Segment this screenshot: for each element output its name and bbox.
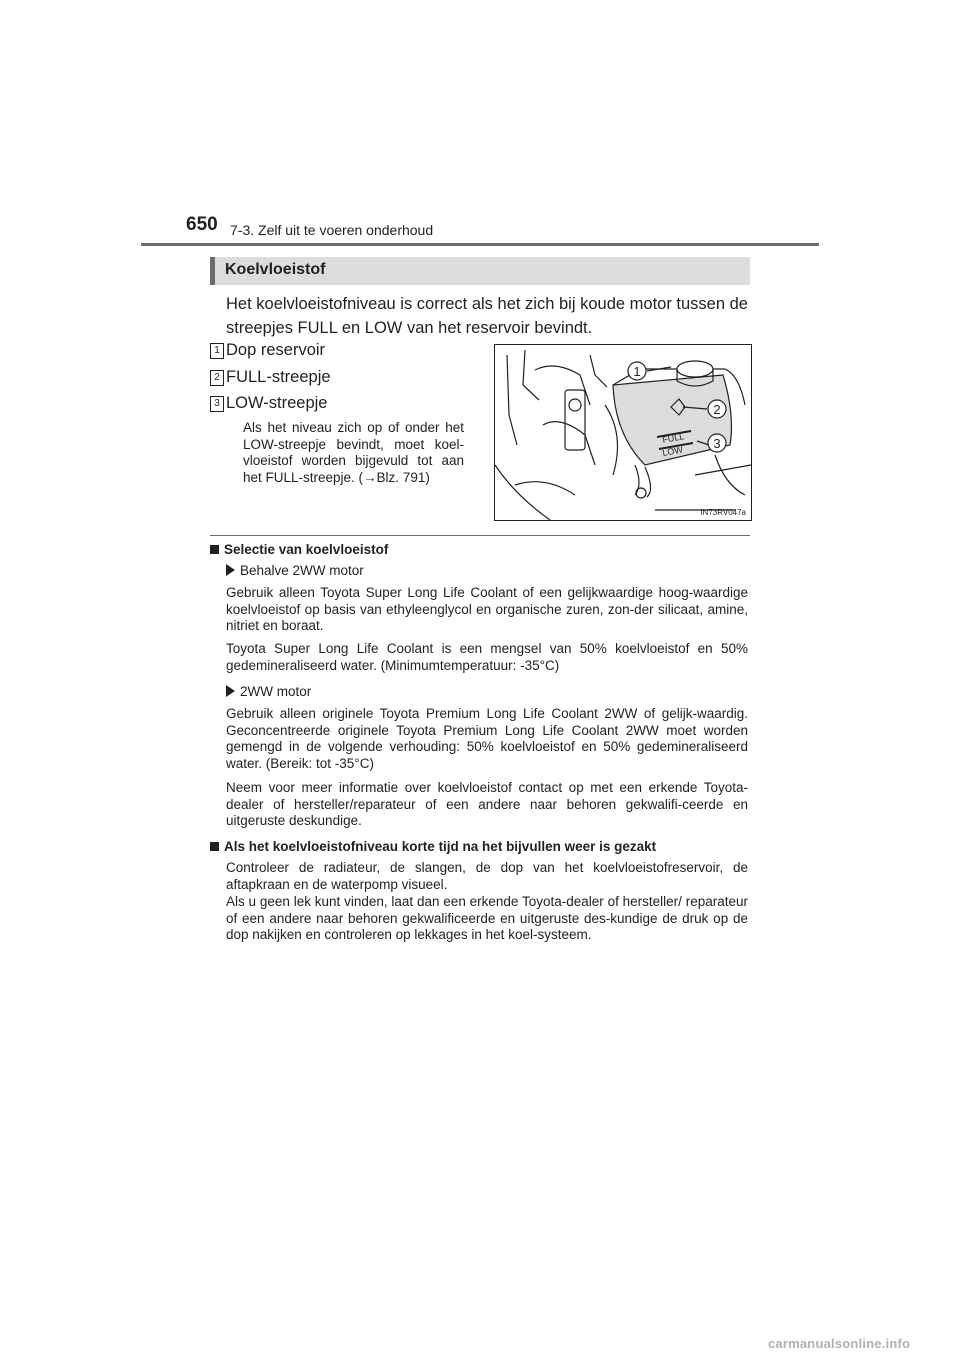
illustration-marker-3: 3 <box>713 436 721 451</box>
square-bullet-icon <box>210 842 219 851</box>
triangle-bullet-icon <box>226 564 235 576</box>
site-watermark: carmanualsonline.info <box>768 1336 911 1351</box>
low-label: LOW <box>661 444 684 458</box>
illustration-code: IN73RV047a <box>700 508 746 517</box>
selection-heading-text: Selectie van koelvloeistof <box>224 542 389 557</box>
selection-paragraph-2: Toyota Super Long Life Coolant is een mengsel van 50% koelvloeistof en 50% gedemineraliseerd water. (Minimumtemperatuur: -35°C) <box>226 641 748 673</box>
section-bar-tab <box>210 257 215 285</box>
illustration-marker-1: 1 <box>633 364 641 379</box>
callout-number: 1 <box>210 343 224 359</box>
triangle-bullet-icon <box>226 685 235 697</box>
selection-paragraph-4: Neem voor meer informatie over koelvloeistof contact op met een erkende Toyota-dealer of hersteller/reparateur of een andere naar behoren gekwalifi-ceerde en uitgeruste deskundige. <box>226 780 748 829</box>
drop-paragraph-1: Controleer de radiateur, de slangen, de dop van het koelvloeistofreservoir, de aftapkraan en de waterpomp visueel. <box>226 860 748 892</box>
drop-heading-text: Als het koelvloeistofniveau korte tijd na het bijvullen weer is gezakt <box>224 839 657 854</box>
bullet-behalve-2ww <box>226 563 364 578</box>
page-number: 650 <box>186 214 218 235</box>
bullet-text: Behalve 2WW motor <box>240 563 364 578</box>
callout-note: Als het niveau zich op of onder het LOW-streepje bevindt, moet koel-vloeistof worden bijgevuld tot aan het FULL-streepje. (→Blz. 791) <box>243 420 464 485</box>
drop-heading <box>210 839 656 854</box>
callout-number: 2 <box>210 370 224 386</box>
bullet-text: 2WW motor <box>240 684 312 699</box>
drop-paragraph-2: Als u geen lek kunt vinden, laat dan een erkende Toyota-dealer of hersteller/ reparateur of een andere naar behoren gekwalificeerde en uitgeruste des-kundige de druk op de dop nakijken en controleren op lekkages in het koel-systeem. <box>226 894 748 943</box>
intro-paragraph: Het koelvloeistofniveau is correct als het zich bij koude motor tussen de streepjes FULL en LOW van het reservoir bevindt. <box>226 295 748 337</box>
section-rule <box>210 535 750 536</box>
square-bullet-icon <box>210 545 219 554</box>
callout-number: 3 <box>210 396 224 412</box>
engine-bay-drawing <box>495 345 751 520</box>
callout-label: Dop reservoir <box>226 341 326 359</box>
section-title-bar <box>210 257 750 285</box>
bullet-2ww <box>226 684 311 699</box>
callout-label: LOW-streepje <box>226 394 328 412</box>
running-head: 7-3. Zelf uit te voeren onderhoud <box>230 222 434 238</box>
callout-1 <box>214 341 486 360</box>
section-title: Koelvloeistof <box>225 261 326 278</box>
callout-2 <box>214 368 486 387</box>
callout-label: FULL-streepje <box>226 368 331 386</box>
selection-heading <box>210 542 388 557</box>
coolant-reservoir-illustration <box>494 344 752 521</box>
header-rule <box>141 243 819 246</box>
selection-paragraph-3: Gebruik alleen originele Toyota Premium Long Life Coolant 2WW of gelijk-waardig. Geconcentreerde originele Toyota Premium Long Life Coolant 2WW moet worden gemengd in de volgende verhouding: 50% koelvloeistof en 50% gedemineraliseerd water. (Bereik: tot -35°C) <box>226 706 748 771</box>
selection-paragraph-1: Gebruik alleen Toyota Super Long Life Coolant of een gelijkwaardige hoog-waardige koelvloeistof op basis van ethyleenglycol en organische zuren, zon-der silicaat, amine, nitriet en boraat. <box>226 585 748 634</box>
callout-3 <box>214 394 486 413</box>
full-label: FULL <box>661 431 686 445</box>
illustration-marker-2: 2 <box>713 402 721 417</box>
